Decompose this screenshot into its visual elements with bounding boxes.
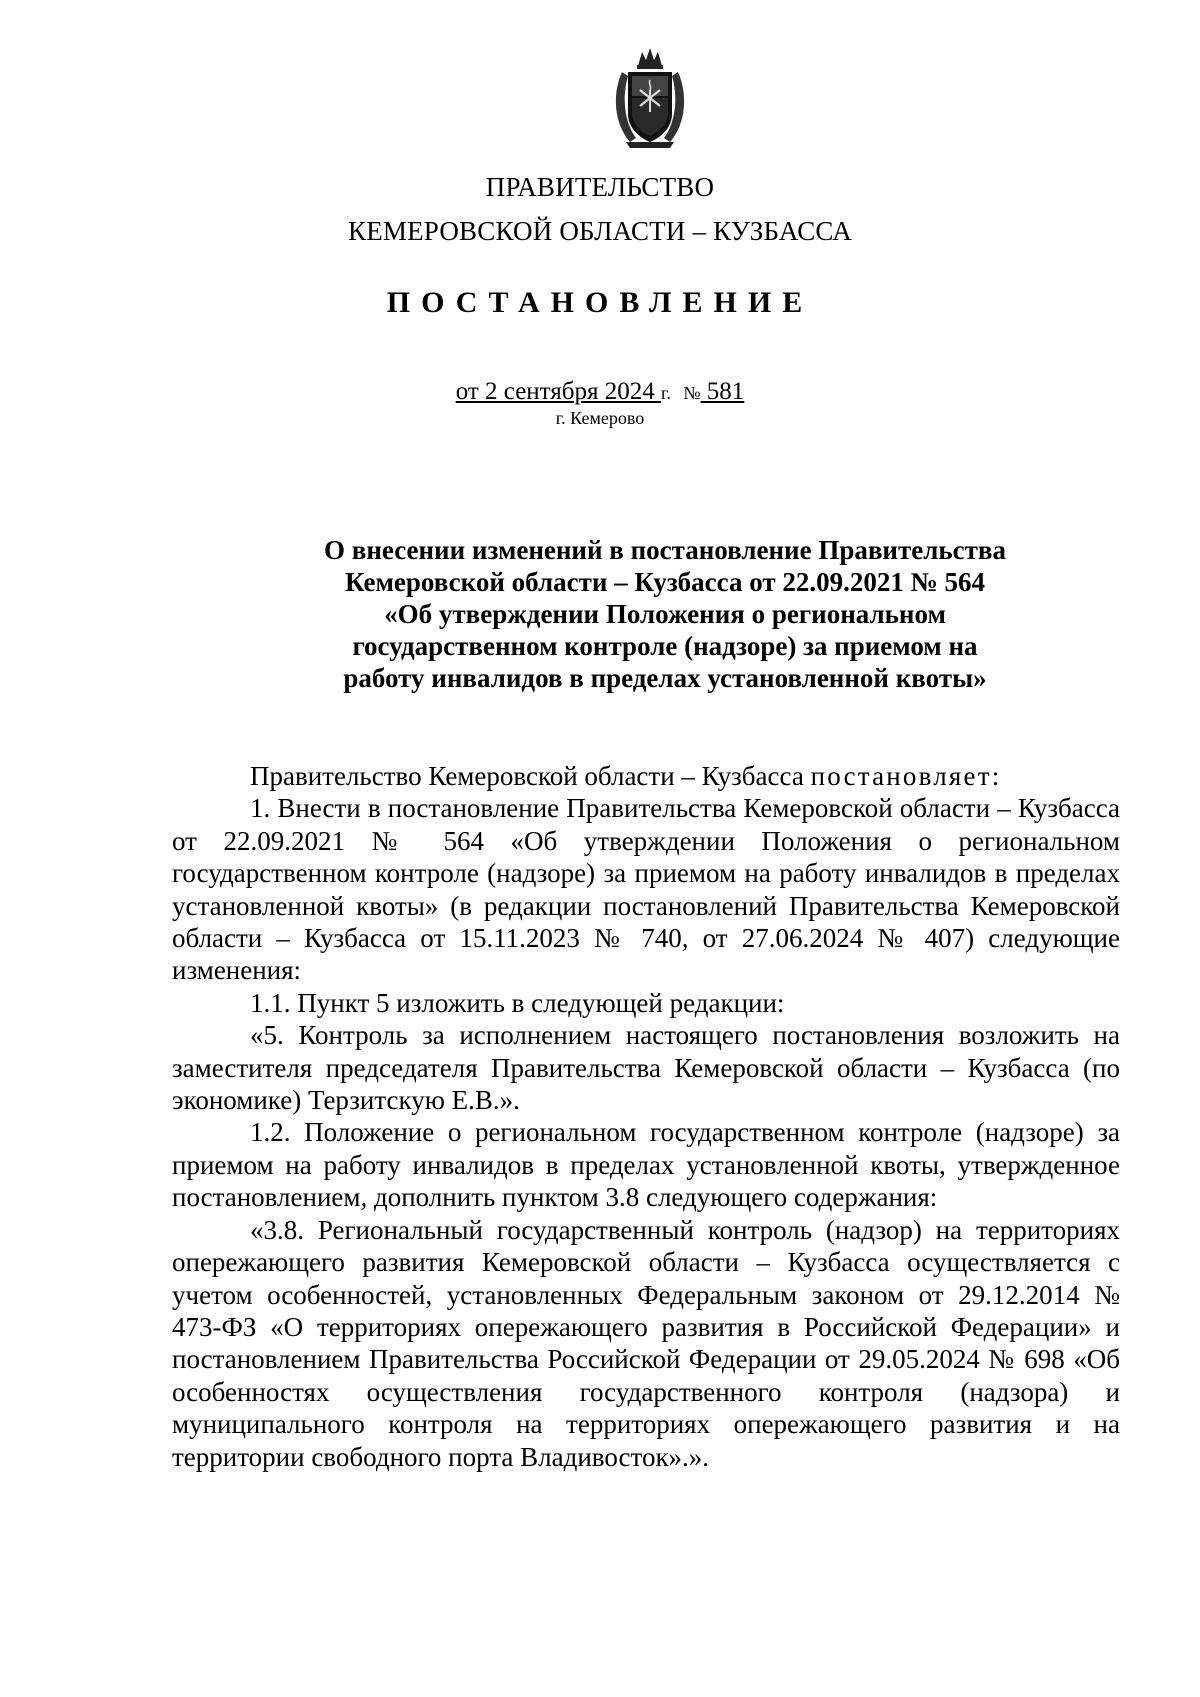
body-paragraph: «5. Контроль за исполнением настоящего постановления возложить на заместителя председателя Правительства Кемеровской области – Кузбасса (по экономике) Терзитскую Е.В.». — [172, 1020, 1120, 1116]
date-prefix: от — [455, 378, 479, 405]
title-line: государственном контроле (надзоре) за приемом на — [352, 631, 978, 661]
intro-paragraph — [172, 760, 1120, 792]
government-name-line2: КЕМЕРОВСКОЙ ОБЛАСТИ – КУЗБАССА — [348, 216, 852, 246]
title-line: работу инвалидов в пределах установленной квоты» — [343, 663, 987, 693]
document-type-heading: ПОСТАНОВЛЕНИЕ — [386, 286, 814, 319]
document-body — [172, 760, 1120, 1473]
date-number-line — [0, 378, 1200, 406]
number-sign: № — [683, 383, 701, 403]
body-paragraph: «3.8. Региональный государственный контроль (надзор) на территориях опережающего развития Кемеровской области – Кузбасса осуществляется с учетом особенностей, установленных Федеральным законом от 29.12.2014 № 473-ФЗ «О территориях опережающего развития в Российской Федерации» и постановлением Правительства Российской Федерации от 29.05.2024 № 698 «Об особенностях осуществления государственного контроля (надзора) и муниципального контроля на территориях опережающего развития и на территории свободного порта Владивосток».». — [172, 1214, 1120, 1472]
title-line: О внесении изменений в постановление Правительства — [324, 535, 1006, 565]
body-paragraph: 1.1. Пункт 5 изложить в следующей редакции: — [250, 987, 785, 1018]
intro-verb: постановляет: — [810, 761, 1002, 791]
document-title — [285, 534, 1045, 694]
intro-text: Правительство Кемеровской области – Кузбасса — [250, 761, 811, 791]
body-paragraph: 1.2. Положение о региональном государственном контроле (надзоре) за приемом на работу инвалидов в пределах установленной квоты, утвержденное постановлением, дополнить пунктом 3.8 следующего содержания: — [172, 1117, 1120, 1213]
title-line: «Об утверждении Положения о региональном — [384, 599, 946, 629]
coat-of-arms-emblem — [608, 44, 692, 150]
title-line: Кемеровской области – Кузбасса от 22.09.2021 № 564 — [344, 567, 986, 597]
body-paragraph: 1. Внести в постановление Правительства Кемеровской области – Кузбасса от 22.09.2021 № 564 «Об утверждении Положения о региональном государственном контроле (надзоре) за приемом на работу инвалидов в пределах установленной квоты» (в редакции постановлений Правительства Кемеровской области – Кузбасса от 15.11.2023 № 740, от 27.06.2024 № 407) следующие изменения: — [172, 793, 1120, 986]
government-name-line1: ПРАВИТЕЛЬСТВО — [485, 172, 715, 202]
city-label: г. Кемерово — [555, 408, 645, 428]
document-date: 2 сентября 2024 — [478, 378, 661, 405]
year-suffix: г. — [661, 383, 671, 403]
document-number: 581 — [700, 378, 745, 405]
